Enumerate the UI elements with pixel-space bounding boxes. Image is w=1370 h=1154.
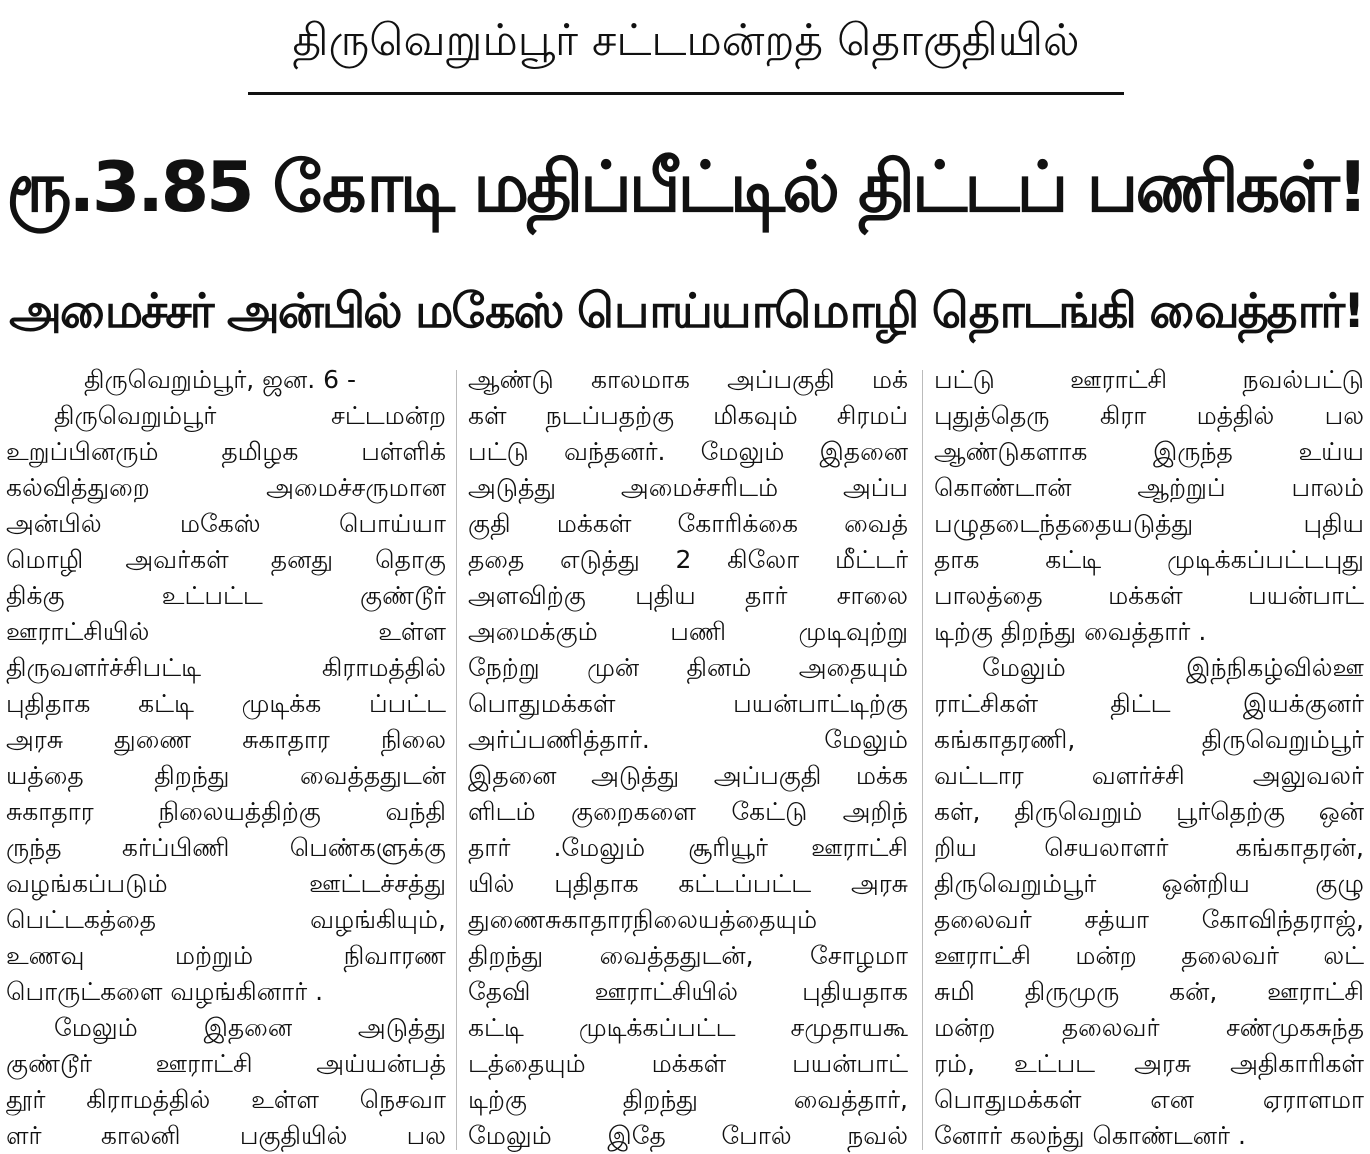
headline: ரூ.3.85 கோடி மதிப்பீட்டில் திட்டப் பணிகள்!: [6, 147, 1366, 228]
body-line: மன்ற தலைவர் சண்முகசுந்த: [934, 1013, 1364, 1042]
body-line: இதனை அடுத்து அப்பகுதி மக்க: [468, 761, 908, 790]
body-line: கள் நடப்பதற்கு மிகவும் சிரமப்: [468, 401, 908, 430]
body-line: அன்பில் மகேஸ் பொய்யா: [6, 509, 446, 538]
subheadline: அமைச்சர் அன்பில் மகேஸ் பொய்யாமொழி தொடங்கி வைத்தார்!: [9, 284, 1363, 339]
column-divider: [922, 370, 923, 1150]
body-line: ளர் காலனி பகுதியில் பல: [6, 1121, 446, 1150]
body-line: யில் புதிதாக கட்டப்பட்ட அரசு: [468, 869, 908, 898]
body-line: ததை எடுத்து 2 கிலோ மீட்டர்: [468, 545, 908, 574]
body-line: னோர் கலந்து கொண்டனர் .: [934, 1121, 1246, 1150]
body-line: கள், திருவெறும் பூர்தெற்கு ஒன்: [934, 797, 1364, 826]
body-line: திருவளர்ச்சிபட்டி கிராமத்தில்: [6, 653, 446, 682]
body-line: திறந்து வைத்ததுடன், சோழமா: [468, 941, 908, 970]
kicker: திருவெறும்பூர் சட்டமன்றத் தொகுதியில்: [292, 15, 1080, 66]
body-line: றிய செயலாளர் கங்காதரன்,: [934, 833, 1364, 862]
body-line: அர்ப்பணித்தார். மேலும்: [468, 725, 908, 754]
body-line: டிற்கு திறந்து வைத்தார்,: [468, 1085, 908, 1114]
body-line: தூர் கிராமத்தில் உள்ள நெசவா: [6, 1085, 446, 1114]
column-2: [468, 362, 908, 1154]
body-line: டிற்கு திறந்து வைத்தார் .: [934, 617, 1207, 646]
body-line: பழுதடைந்ததையடுத்து புதிய: [934, 509, 1364, 538]
column-3: [934, 362, 1364, 1154]
body-line: ஊராட்சியில் உள்ள: [6, 617, 446, 646]
body-line: பெட்டகத்தை வழங்கியும்,: [6, 905, 446, 934]
body-line: ருந்த கர்ப்பிணி பெண்களுக்கு: [6, 833, 446, 862]
body-line: கங்காதரணி, திருவெறும்பூர்: [934, 725, 1364, 754]
body-line: ஆண்டுகளாக இருந்த உய்ய: [934, 437, 1364, 466]
body-line: தேவி ஊராட்சியில் புதியதாக: [468, 977, 908, 1006]
body-line: தாக கட்டி முடிக்கப்பட்டபுது: [934, 545, 1364, 574]
column-1: [6, 362, 446, 1154]
body-line: பொருட்களை வழங்கினார் .: [6, 977, 324, 1006]
body-line: அளவிற்கு புதிய தார் சாலை: [468, 581, 908, 610]
body-line: பட்டு ஊராட்சி நவல்பட்டு: [934, 365, 1364, 394]
body-line: பட்டு வந்தனர். மேலும் இதனை: [468, 437, 908, 466]
body-line: சுகாதார நிலையத்திற்கு வந்தி: [6, 797, 446, 826]
body-line: மொழி அவர்கள் தனது தொகு: [6, 545, 446, 574]
body-line: புதுத்தெரு கிரா மத்தில் பல: [934, 401, 1364, 430]
article-body: [0, 362, 1370, 1154]
body-line: புதிதாக கட்டி முடிக்க ப்பட்ட: [6, 689, 446, 718]
body-line: மேலும் இதே போல் நவல்: [468, 1121, 908, 1150]
body-line: ஊராட்சி மன்ற தலைவர் லட்: [934, 941, 1364, 970]
body-line: திக்கு உட்பட்ட குண்டூர்: [6, 581, 446, 610]
body-line: டத்தையும் மக்கள் பயன்பாட்: [468, 1049, 908, 1078]
body-line: ஆண்டு காலமாக அப்பகுதி மக்: [468, 365, 908, 394]
body-line: கட்டி முடிக்கப்பட்ட சமுதாயகூ: [468, 1013, 908, 1042]
body-line: நேற்று முன் தினம் அதையும்: [468, 653, 908, 682]
body-line: கொண்டான் ஆற்றுப் பாலம்: [934, 473, 1364, 502]
body-line: யத்தை திறந்து வைத்ததுடன்: [6, 761, 446, 790]
body-line: அரசு துணை சுகாதார நிலை: [6, 725, 446, 754]
body-line: குண்டூர் ஊராட்சி அய்யன்பத்: [6, 1049, 446, 1078]
body-line: தலைவர் சத்யா கோவிந்தராஜ்,: [934, 905, 1364, 934]
body-line: திருவெறும்பூர் ஒன்றிய குழு: [934, 869, 1364, 898]
body-line: பாலத்தை மக்கள் பயன்பாட்: [934, 581, 1364, 610]
body-line: மேலும் இந்நிகழ்வில்ஊ: [982, 653, 1364, 682]
column-divider: [456, 370, 457, 1150]
body-line: தார் .மேலும் சூரியூர் ஊராட்சி: [468, 833, 908, 862]
body-line: ராட்சிகள் திட்ட இயக்குனர்: [934, 689, 1364, 718]
body-line: உறுப்பினரும் தமிழக பள்ளிக்: [6, 437, 446, 466]
body-line: வட்டார வளர்ச்சி அலுவலர்: [934, 761, 1364, 790]
body-line: பொதுமக்கள் என ஏராளமா: [934, 1085, 1364, 1114]
body-line: மேலும் இதனை அடுத்து: [54, 1013, 446, 1042]
body-line: துணைசுகாதாரநிலையத்தையும்: [468, 905, 818, 934]
body-line: கல்வித்துறை அமைச்சருமான: [6, 473, 446, 502]
body-line: ரம், உட்பட அரசு அதிகாரிகள்: [934, 1049, 1364, 1078]
body-line: ளிடம் குறைகளை கேட்டு அறிந்: [468, 797, 908, 826]
body-line: திருவெறும்பூர் சட்டமன்ற: [54, 401, 446, 430]
body-line: வழங்கப்படும் ஊட்டச்சத்து: [6, 869, 446, 898]
body-line: அமைக்கும் பணி முடிவுற்று: [468, 617, 908, 646]
kicker-block: [248, 6, 1124, 98]
body-line: பொதுமக்கள் பயன்பாட்டிற்கு: [468, 689, 908, 718]
body-line: அடுத்து அமைச்சரிடம் அப்ப: [468, 473, 908, 502]
body-line: உணவு மற்றும் நிவாரண: [6, 941, 446, 970]
kicker-underline: [248, 92, 1124, 95]
body-line: குதி மக்கள் கோரிக்கை வைத்: [468, 509, 908, 538]
dateline: திருவெறும்பூர், ஜன. 6 -: [84, 365, 357, 394]
body-line: சுமி திருமுரு கன், ஊராட்சி: [934, 977, 1364, 1006]
